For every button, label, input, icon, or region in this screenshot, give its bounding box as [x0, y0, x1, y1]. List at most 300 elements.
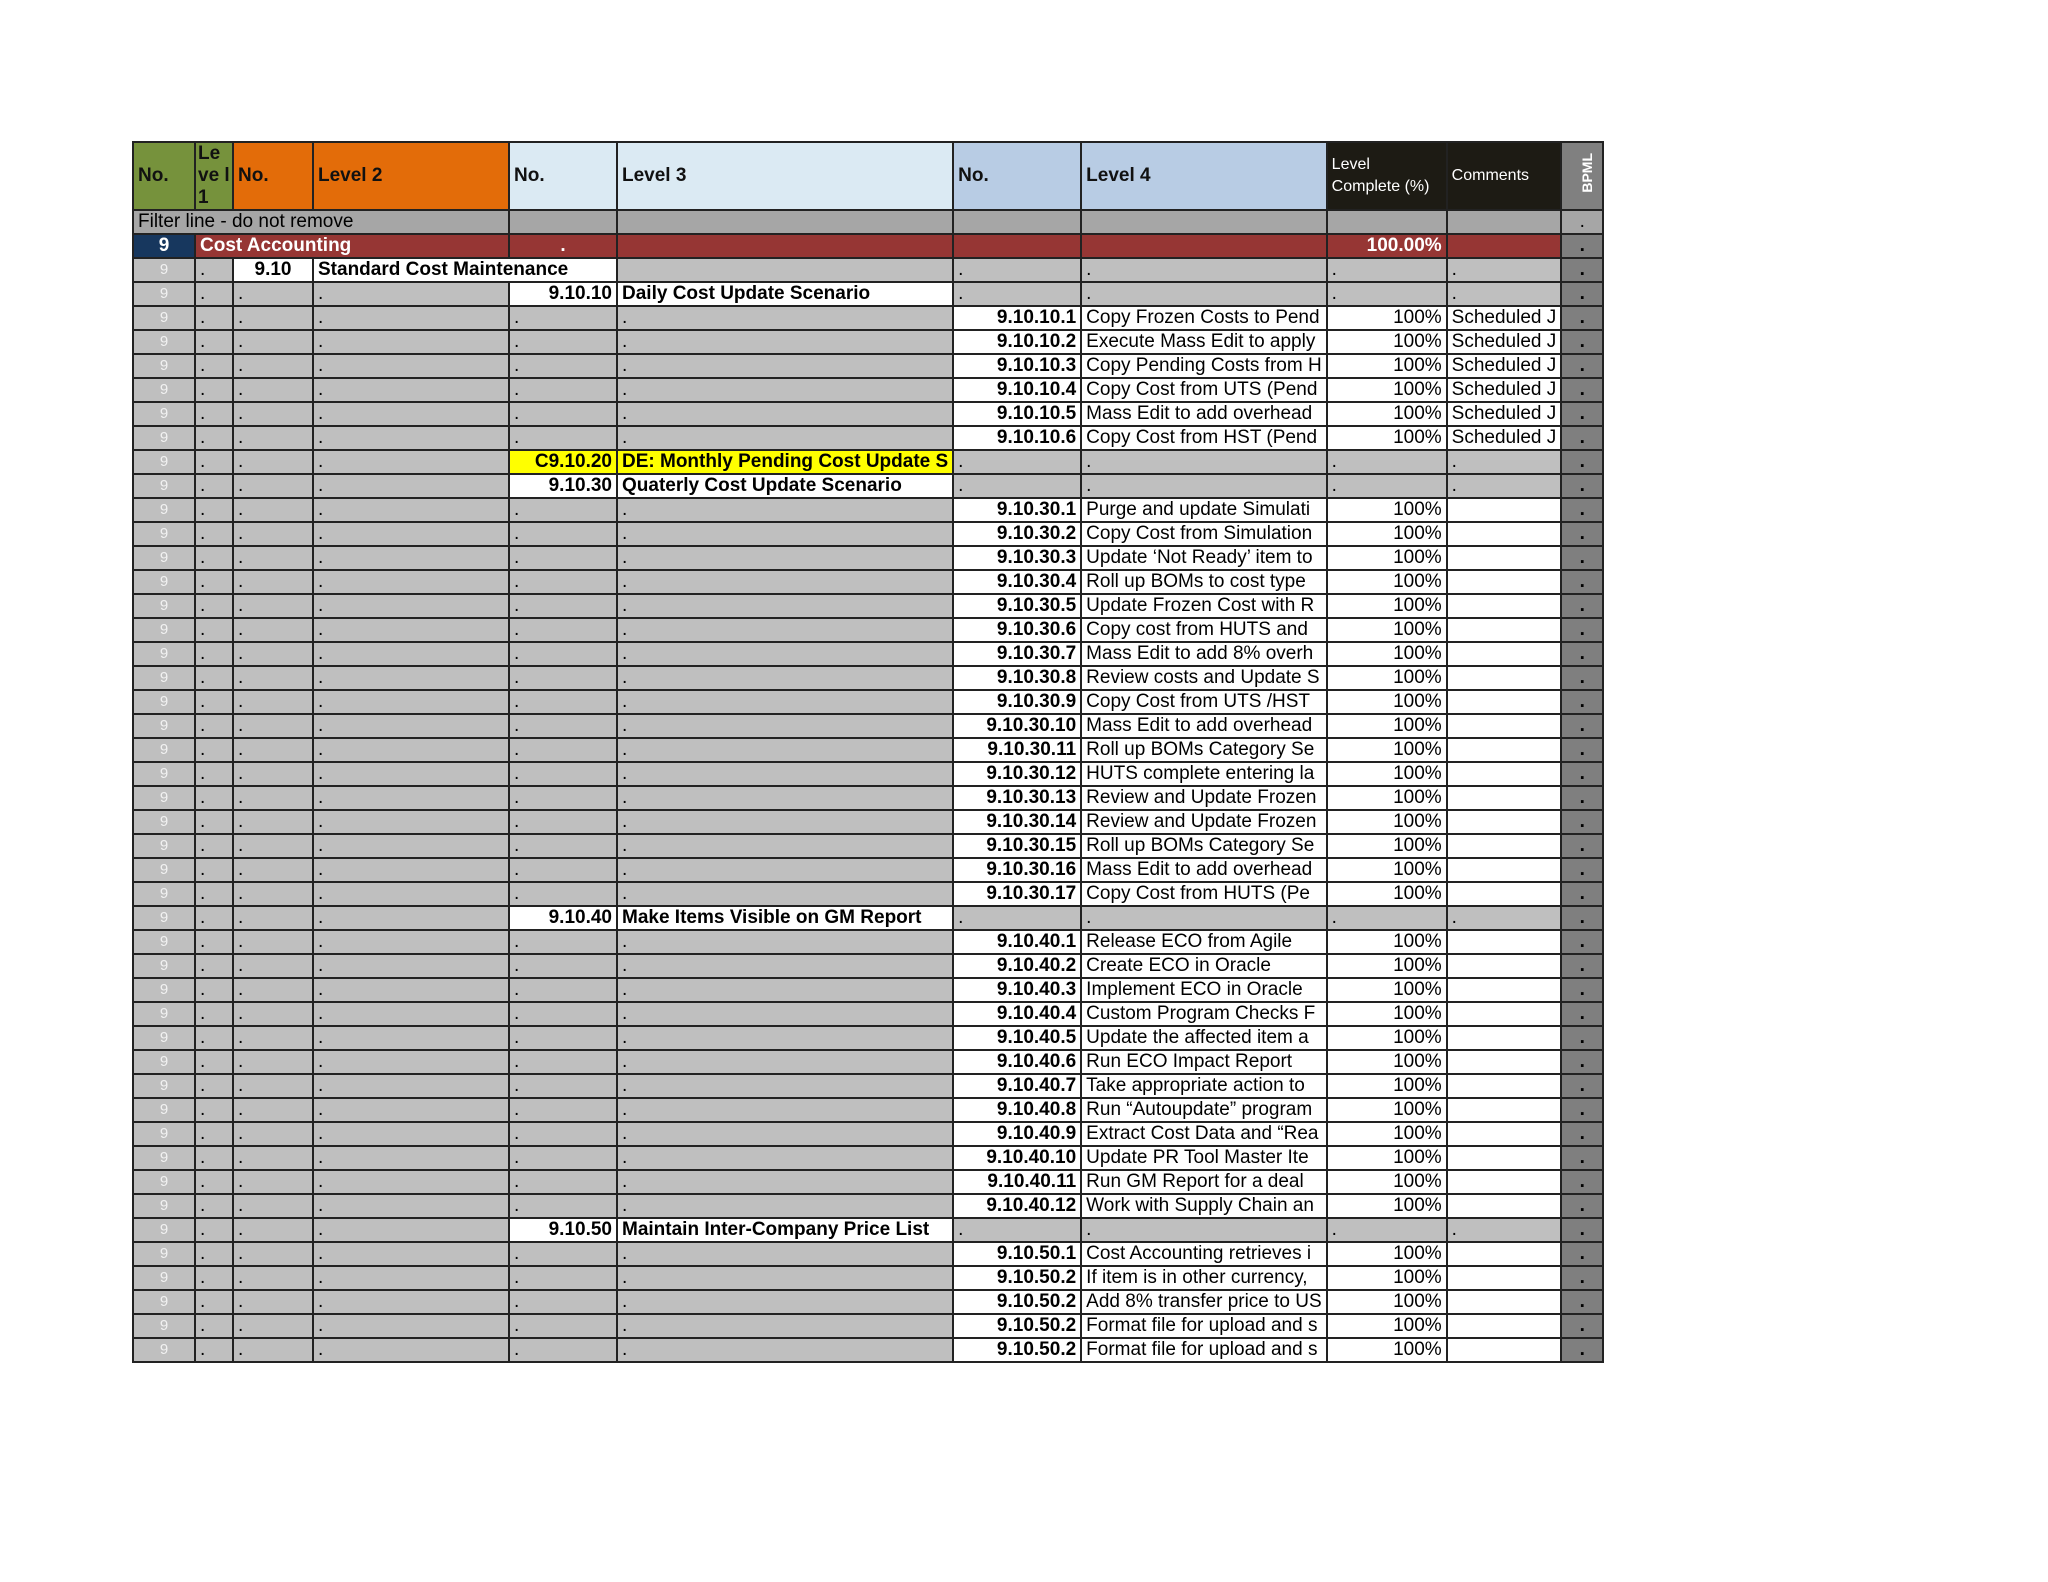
level-1-cell[interactable]: .	[195, 714, 233, 738]
level-2-no[interactable]: .	[233, 1170, 313, 1194]
level-1-no[interactable]: 9	[133, 1290, 195, 1314]
level-3-no[interactable]: .	[509, 714, 617, 738]
filter-line-text[interactable]: Filter line - do not remove	[133, 210, 509, 234]
level-1-cell[interactable]: .	[195, 1026, 233, 1050]
level-3-title[interactable]: .	[617, 834, 953, 858]
level-2-title[interactable]: .	[313, 786, 509, 810]
level-1-no[interactable]: 9	[133, 1026, 195, 1050]
comments[interactable]: .	[1447, 474, 1562, 498]
level-complete[interactable]: 100%	[1327, 594, 1447, 618]
level-1-no[interactable]: 9	[133, 402, 195, 426]
comments[interactable]	[1447, 1170, 1562, 1194]
level-4-no[interactable]: 9.10.30.11	[953, 738, 1081, 762]
level-3-no[interactable]: .	[509, 1242, 617, 1266]
level-1-no[interactable]: 9	[133, 450, 195, 474]
level-2-title[interactable]: .	[313, 1266, 509, 1290]
level-1-no[interactable]: 9	[133, 426, 195, 450]
level-3-no[interactable]: 9.10.30	[509, 474, 617, 498]
level-4-title[interactable]: Copy Pending Costs from H	[1081, 354, 1327, 378]
level-complete[interactable]: .	[1327, 282, 1447, 306]
level-2-no[interactable]: .	[233, 1218, 313, 1242]
level-1-cell[interactable]: .	[195, 666, 233, 690]
bpml-cell[interactable]: .	[1561, 666, 1603, 690]
level-3-title[interactable]: .	[617, 1122, 953, 1146]
level-4-no[interactable]: 9.10.30.16	[953, 858, 1081, 882]
level-1-no[interactable]: 9	[133, 546, 195, 570]
level-complete[interactable]: 100%	[1327, 1242, 1447, 1266]
level-2-no[interactable]: .	[233, 714, 313, 738]
level-3-no[interactable]: .	[509, 1290, 617, 1314]
bpml-cell[interactable]: .	[1561, 426, 1603, 450]
comments[interactable]	[1447, 498, 1562, 522]
level-4-no[interactable]: 9.10.10.2	[953, 330, 1081, 354]
level-1-no[interactable]: 9	[133, 642, 195, 666]
level-2-title[interactable]: .	[313, 1314, 509, 1338]
level-4-title[interactable]: Mass Edit to add overhead	[1081, 858, 1327, 882]
level-3-no[interactable]: .	[509, 1266, 617, 1290]
level-2-no[interactable]: .	[233, 1146, 313, 1170]
level-3-no[interactable]: 9.10.40	[509, 906, 617, 930]
level-4-title[interactable]: .	[1081, 450, 1327, 474]
bpml-cell[interactable]: .	[1561, 546, 1603, 570]
level-complete[interactable]: 100%	[1327, 1194, 1447, 1218]
level-4-no[interactable]: 9.10.10.1	[953, 306, 1081, 330]
comments[interactable]	[1447, 594, 1562, 618]
level-complete[interactable]: 100%	[1327, 378, 1447, 402]
comments[interactable]	[1447, 1002, 1562, 1026]
level-complete[interactable]: 100%	[1327, 690, 1447, 714]
level-3-title[interactable]: .	[617, 570, 953, 594]
category-name[interactable]: Cost Accounting	[195, 234, 509, 258]
level-1-no[interactable]: 9	[133, 1266, 195, 1290]
level-2-no[interactable]: .	[233, 762, 313, 786]
level-1-cell[interactable]: .	[195, 1002, 233, 1026]
level-4-no[interactable]: 9.10.50.2	[953, 1314, 1081, 1338]
level-2-title[interactable]: .	[313, 1002, 509, 1026]
level-2-title[interactable]: .	[313, 1122, 509, 1146]
level-2-no[interactable]: .	[233, 498, 313, 522]
bpml-cell[interactable]: .	[1561, 786, 1603, 810]
level-2-no[interactable]: .	[233, 1338, 313, 1362]
level-1-cell[interactable]: .	[195, 1074, 233, 1098]
level-1-no[interactable]: 9	[133, 930, 195, 954]
bpml-cell[interactable]: .	[1561, 522, 1603, 546]
level-4-no[interactable]: 9.10.30.13	[953, 786, 1081, 810]
level-2-no[interactable]: .	[233, 1074, 313, 1098]
level-3-title[interactable]: .	[617, 954, 953, 978]
level-2-no[interactable]: .	[233, 618, 313, 642]
level-2-no[interactable]: .	[233, 1002, 313, 1026]
level-1-no[interactable]: 9	[133, 1050, 195, 1074]
level-2-no[interactable]: .	[233, 402, 313, 426]
level-4-title[interactable]: Purge and update Simulati	[1081, 498, 1327, 522]
level-1-cell[interactable]: .	[195, 858, 233, 882]
level-2-title[interactable]: .	[313, 354, 509, 378]
level-1-no[interactable]: 9	[133, 762, 195, 786]
comments[interactable]	[1447, 666, 1562, 690]
level-complete[interactable]: 100%	[1327, 1002, 1447, 1026]
level-3-no[interactable]: .	[509, 1098, 617, 1122]
level-3-title[interactable]: .	[617, 1026, 953, 1050]
cell[interactable]: .	[509, 234, 617, 258]
level-3-no[interactable]: .	[509, 690, 617, 714]
level-4-title[interactable]: Update Frozen Cost with R	[1081, 594, 1327, 618]
level-complete[interactable]: 100%	[1327, 354, 1447, 378]
level-complete[interactable]: 100%	[1327, 1098, 1447, 1122]
level-3-title[interactable]: .	[617, 1050, 953, 1074]
level-4-title[interactable]: Release ECO from Agile	[1081, 930, 1327, 954]
level-2-title[interactable]: .	[313, 762, 509, 786]
level-2-title[interactable]: .	[313, 618, 509, 642]
bpml-cell[interactable]: .	[1561, 474, 1603, 498]
comments[interactable]	[1447, 954, 1562, 978]
level-2-title[interactable]: .	[313, 882, 509, 906]
level-3-title[interactable]: .	[617, 882, 953, 906]
level-1-no[interactable]: 9	[133, 1338, 195, 1362]
level-2-title[interactable]: Standard Cost Maintenance	[313, 258, 617, 282]
level-1-cell[interactable]: .	[195, 378, 233, 402]
bpml-cell[interactable]: .	[1561, 498, 1603, 522]
level-1-no[interactable]: 9	[133, 282, 195, 306]
bpml-cell[interactable]: .	[1561, 762, 1603, 786]
level-complete[interactable]: 100%	[1327, 522, 1447, 546]
level-3-title[interactable]: .	[617, 1338, 953, 1362]
bpml-cell[interactable]: .	[1561, 258, 1603, 282]
comments[interactable]	[1447, 858, 1562, 882]
comments[interactable]	[1447, 1194, 1562, 1218]
level-4-title[interactable]: .	[1081, 1218, 1327, 1242]
level-2-title[interactable]: .	[313, 1170, 509, 1194]
comments[interactable]	[1447, 762, 1562, 786]
comments[interactable]	[1447, 1290, 1562, 1314]
comments[interactable]	[1447, 930, 1562, 954]
level-2-no[interactable]: .	[233, 690, 313, 714]
level-4-no[interactable]: 9.10.30.9	[953, 690, 1081, 714]
level-4-title[interactable]: .	[1081, 282, 1327, 306]
level-3-title[interactable]: Maintain Inter-Company Price List	[617, 1218, 953, 1242]
level-2-title[interactable]: .	[313, 1242, 509, 1266]
level-4-no[interactable]: .	[953, 474, 1081, 498]
level-1-cell[interactable]: .	[195, 1242, 233, 1266]
level-complete[interactable]: 100%	[1327, 1338, 1447, 1362]
comments[interactable]: .	[1447, 258, 1562, 282]
category-no[interactable]: 9	[133, 234, 195, 258]
level-1-no[interactable]: 9	[133, 1146, 195, 1170]
bpml-cell[interactable]: .	[1561, 714, 1603, 738]
level-3-no[interactable]: .	[509, 522, 617, 546]
level-2-no[interactable]: .	[233, 858, 313, 882]
comments[interactable]: Scheduled J	[1447, 306, 1562, 330]
level-4-title[interactable]: Create ECO in Oracle	[1081, 954, 1327, 978]
level-3-no[interactable]: .	[509, 642, 617, 666]
level-4-no[interactable]: 9.10.50.2	[953, 1290, 1081, 1314]
level-1-no[interactable]: 9	[133, 522, 195, 546]
level-4-no[interactable]: 9.10.30.10	[953, 714, 1081, 738]
level-4-no[interactable]: 9.10.40.7	[953, 1074, 1081, 1098]
comments[interactable]	[1447, 618, 1562, 642]
level-complete[interactable]: 100%	[1327, 546, 1447, 570]
level-2-title[interactable]: .	[313, 1194, 509, 1218]
level-2-title[interactable]: .	[313, 1074, 509, 1098]
level-2-no[interactable]: .	[233, 1194, 313, 1218]
level-1-no[interactable]: 9	[133, 594, 195, 618]
level-1-cell[interactable]: .	[195, 978, 233, 1002]
level-2-no[interactable]: .	[233, 930, 313, 954]
level-4-title[interactable]: Custom Program Checks F	[1081, 1002, 1327, 1026]
level-1-no[interactable]: 9	[133, 498, 195, 522]
level-1-no[interactable]: 9	[133, 1218, 195, 1242]
level-2-title[interactable]: .	[313, 282, 509, 306]
level-complete[interactable]: 100%	[1327, 570, 1447, 594]
level-3-title[interactable]: .	[617, 1314, 953, 1338]
level-complete[interactable]: .	[1327, 450, 1447, 474]
level-4-no[interactable]: 9.10.30.7	[953, 642, 1081, 666]
level-1-cell[interactable]: .	[195, 834, 233, 858]
level-3-title[interactable]: .	[617, 978, 953, 1002]
level-3-no[interactable]: .	[509, 882, 617, 906]
level-complete[interactable]: .	[1327, 258, 1447, 282]
level-2-title[interactable]: .	[313, 738, 509, 762]
level-1-cell[interactable]: .	[195, 882, 233, 906]
header-no-1[interactable]: No.	[133, 142, 195, 210]
comments[interactable]: .	[1447, 450, 1562, 474]
comments[interactable]	[1447, 1146, 1562, 1170]
level-1-no[interactable]: 9	[133, 1122, 195, 1146]
level-complete[interactable]: 100%	[1327, 1290, 1447, 1314]
level-complete[interactable]: 100%	[1327, 714, 1447, 738]
level-4-title[interactable]: Cost Accounting retrieves i	[1081, 1242, 1327, 1266]
level-1-no[interactable]: 9	[133, 978, 195, 1002]
level-3-no[interactable]: .	[509, 330, 617, 354]
level-3-no[interactable]: 9.10.10	[509, 282, 617, 306]
level-1-cell[interactable]: .	[195, 1338, 233, 1362]
level-1-no[interactable]: 9	[133, 258, 195, 282]
level-2-no[interactable]: .	[233, 954, 313, 978]
level-2-no[interactable]: .	[233, 1050, 313, 1074]
level-2-no[interactable]: .	[233, 810, 313, 834]
level-3-title[interactable]: Make Items Visible on GM Report	[617, 906, 953, 930]
level-1-cell[interactable]: .	[195, 426, 233, 450]
comments[interactable]: .	[1447, 1218, 1562, 1242]
level-2-no[interactable]: .	[233, 1122, 313, 1146]
comments[interactable]	[1447, 978, 1562, 1002]
bpml-cell[interactable]: .	[1561, 450, 1603, 474]
level-1-cell[interactable]: .	[195, 618, 233, 642]
level-4-title[interactable]: Implement ECO in Oracle	[1081, 978, 1327, 1002]
level-1-cell[interactable]: .	[195, 474, 233, 498]
level-complete[interactable]: 100%	[1327, 426, 1447, 450]
level-1-cell[interactable]: .	[195, 330, 233, 354]
level-4-title[interactable]: Run “Autoupdate” program	[1081, 1098, 1327, 1122]
level-4-title[interactable]: Roll up BOMs to cost type	[1081, 570, 1327, 594]
level-2-title[interactable]: .	[313, 930, 509, 954]
header-level-2[interactable]: Level 2	[313, 142, 509, 210]
level-2-title[interactable]: .	[313, 978, 509, 1002]
level-3-title[interactable]: .	[617, 1290, 953, 1314]
bpml-cell[interactable]: .	[1561, 642, 1603, 666]
level-complete[interactable]: 100%	[1327, 786, 1447, 810]
bpml-cell[interactable]: .	[1561, 858, 1603, 882]
level-2-no[interactable]: .	[233, 1314, 313, 1338]
level-complete[interactable]: 100%	[1327, 1026, 1447, 1050]
level-4-no[interactable]: .	[953, 282, 1081, 306]
bpml-cell[interactable]: .	[1561, 1266, 1603, 1290]
level-1-cell[interactable]: .	[195, 906, 233, 930]
bpml-cell[interactable]: .	[1561, 1146, 1603, 1170]
cell[interactable]	[1327, 210, 1447, 234]
level-4-no[interactable]: 9.10.30.2	[953, 522, 1081, 546]
level-1-cell[interactable]: .	[195, 1050, 233, 1074]
comments[interactable]	[1447, 810, 1562, 834]
level-4-title[interactable]: Copy Cost from Simulation	[1081, 522, 1327, 546]
level-3-no[interactable]: .	[509, 1050, 617, 1074]
level-2-title[interactable]: .	[313, 474, 509, 498]
bpml-cell[interactable]: .	[1561, 834, 1603, 858]
level-3-title[interactable]: .	[617, 1146, 953, 1170]
level-1-cell[interactable]: .	[195, 690, 233, 714]
level-4-title[interactable]: Work with Supply Chain an	[1081, 1194, 1327, 1218]
level-4-title[interactable]: Copy Cost from UTS (Pend	[1081, 378, 1327, 402]
level-3-title[interactable]: .	[617, 522, 953, 546]
level-2-title[interactable]: .	[313, 450, 509, 474]
level-4-no[interactable]: 9.10.50.2	[953, 1266, 1081, 1290]
level-3-no[interactable]: .	[509, 666, 617, 690]
level-3-title[interactable]: .	[617, 306, 953, 330]
level-1-cell[interactable]: .	[195, 1290, 233, 1314]
level-2-title[interactable]: .	[313, 402, 509, 426]
bpml-cell[interactable]: .	[1561, 1002, 1603, 1026]
level-3-title[interactable]: .	[617, 378, 953, 402]
cell[interactable]: .	[1561, 210, 1603, 234]
level-complete[interactable]: 100%	[1327, 498, 1447, 522]
bpml-cell[interactable]: .	[1561, 306, 1603, 330]
level-3-no[interactable]: .	[509, 810, 617, 834]
level-4-no[interactable]: 9.10.30.14	[953, 810, 1081, 834]
level-4-no[interactable]: 9.10.40.4	[953, 1002, 1081, 1026]
level-3-title[interactable]: .	[617, 810, 953, 834]
level-3-no[interactable]: .	[509, 402, 617, 426]
level-1-no[interactable]: 9	[133, 666, 195, 690]
level-complete[interactable]: 100%	[1327, 306, 1447, 330]
level-3-no[interactable]: .	[509, 570, 617, 594]
level-complete[interactable]: 100%	[1327, 1314, 1447, 1338]
level-4-title[interactable]: Review and Update Frozen	[1081, 786, 1327, 810]
level-complete[interactable]: 100%	[1327, 618, 1447, 642]
level-1-no[interactable]: 9	[133, 690, 195, 714]
level-1-no[interactable]: 9	[133, 810, 195, 834]
bpml-cell[interactable]: .	[1561, 1314, 1603, 1338]
header-no-4[interactable]: No.	[953, 142, 1081, 210]
level-1-no[interactable]: 9	[133, 834, 195, 858]
bpml-cell[interactable]: .	[1561, 1074, 1603, 1098]
level-4-no[interactable]: 9.10.40.9	[953, 1122, 1081, 1146]
level-4-no[interactable]: 9.10.50.1	[953, 1242, 1081, 1266]
level-3-title[interactable]: .	[617, 1074, 953, 1098]
level-2-no[interactable]: .	[233, 594, 313, 618]
level-2-no[interactable]: .	[233, 642, 313, 666]
level-3-title[interactable]: .	[617, 738, 953, 762]
level-3-title[interactable]: .	[617, 1266, 953, 1290]
comments[interactable]	[1447, 570, 1562, 594]
level-2-no[interactable]: .	[233, 1098, 313, 1122]
level-4-no[interactable]: 9.10.10.5	[953, 402, 1081, 426]
comments[interactable]	[1447, 1050, 1562, 1074]
level-2-title[interactable]: .	[313, 1290, 509, 1314]
level-3-title[interactable]: .	[617, 1194, 953, 1218]
level-3-no[interactable]: .	[509, 618, 617, 642]
bpml-cell[interactable]: .	[1561, 354, 1603, 378]
level-3-title[interactable]: .	[617, 594, 953, 618]
level-1-no[interactable]: 9	[133, 1314, 195, 1338]
comments[interactable]	[1447, 834, 1562, 858]
level-4-no[interactable]: 9.10.40.11	[953, 1170, 1081, 1194]
header-no-2[interactable]: No.	[233, 142, 313, 210]
level-1-cell[interactable]: .	[195, 498, 233, 522]
level-4-title[interactable]: Roll up BOMs Category Se	[1081, 738, 1327, 762]
level-4-no[interactable]: 9.10.40.3	[953, 978, 1081, 1002]
level-2-title[interactable]: .	[313, 1098, 509, 1122]
level-2-title[interactable]: .	[313, 642, 509, 666]
level-complete[interactable]: 100%	[1327, 954, 1447, 978]
level-3-title[interactable]: .	[617, 858, 953, 882]
level-2-title[interactable]: .	[313, 810, 509, 834]
comments[interactable]: Scheduled J	[1447, 426, 1562, 450]
level-4-title[interactable]: Mass Edit to add overhead	[1081, 714, 1327, 738]
level-1-no[interactable]: 9	[133, 1074, 195, 1098]
level-3-title[interactable]: .	[617, 690, 953, 714]
bpml-cell[interactable]: .	[1561, 1290, 1603, 1314]
level-4-title[interactable]: Extract Cost Data and “Rea	[1081, 1122, 1327, 1146]
level-1-no[interactable]: 9	[133, 1170, 195, 1194]
level-complete[interactable]: 100%	[1327, 834, 1447, 858]
level-1-no[interactable]: 9	[133, 570, 195, 594]
bpml-cell[interactable]: .	[1561, 618, 1603, 642]
level-complete[interactable]: 100%	[1327, 1266, 1447, 1290]
level-1-cell[interactable]: .	[195, 546, 233, 570]
level-4-title[interactable]: .	[1081, 474, 1327, 498]
level-1-cell[interactable]: .	[195, 282, 233, 306]
comments[interactable]: Scheduled J	[1447, 354, 1562, 378]
level-complete[interactable]: .	[1327, 1218, 1447, 1242]
level-4-title[interactable]: Mass Edit to add overhead	[1081, 402, 1327, 426]
level-3-no[interactable]: .	[509, 1194, 617, 1218]
level-complete[interactable]: 100%	[1327, 1050, 1447, 1074]
comments[interactable]	[1447, 642, 1562, 666]
level-2-title[interactable]: .	[313, 1146, 509, 1170]
level-3-title[interactable]: .	[617, 1002, 953, 1026]
level-4-no[interactable]: 9.10.40.5	[953, 1026, 1081, 1050]
comments[interactable]: Scheduled J	[1447, 402, 1562, 426]
level-2-no[interactable]: .	[233, 1026, 313, 1050]
level-4-title[interactable]: Update ‘Not Ready’ item to	[1081, 546, 1327, 570]
level-4-no[interactable]: 9.10.30.8	[953, 666, 1081, 690]
level-2-title[interactable]: .	[313, 498, 509, 522]
level-3-title[interactable]: DE: Monthly Pending Cost Update S	[617, 450, 953, 474]
level-complete[interactable]: 100%	[1327, 666, 1447, 690]
level-2-no[interactable]: .	[233, 1242, 313, 1266]
level-complete[interactable]: 100%	[1327, 1170, 1447, 1194]
level-2-no[interactable]: .	[233, 570, 313, 594]
level-1-no[interactable]: 9	[133, 354, 195, 378]
level-4-no[interactable]: .	[953, 906, 1081, 930]
bpml-cell[interactable]: .	[1561, 330, 1603, 354]
level-1-cell[interactable]: .	[195, 1314, 233, 1338]
comments[interactable]: .	[1447, 906, 1562, 930]
cell[interactable]	[953, 210, 1081, 234]
level-1-cell[interactable]: .	[195, 930, 233, 954]
level-2-no[interactable]: .	[233, 666, 313, 690]
level-3-no[interactable]: .	[509, 1074, 617, 1098]
